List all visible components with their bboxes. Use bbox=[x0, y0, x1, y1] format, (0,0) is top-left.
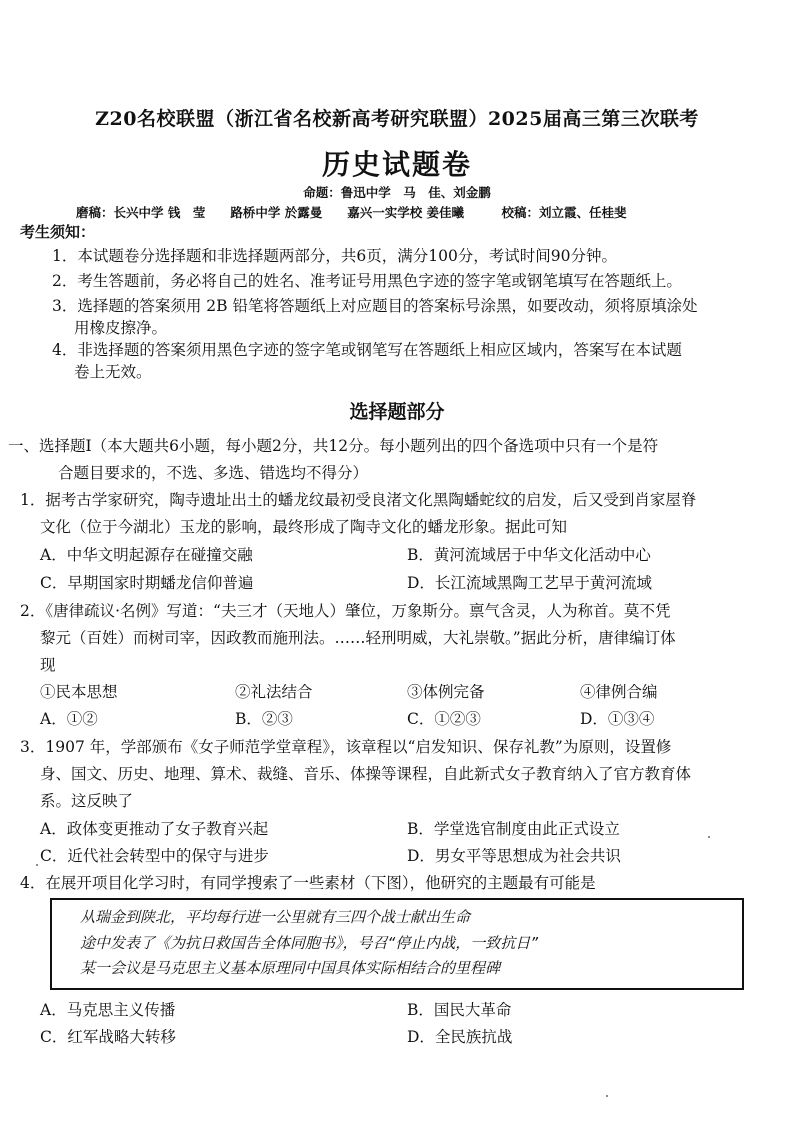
q3-stem: 3．1907 年，学部颁布《女子师范学堂章程》，该章程以“启发知识、保存礼教”为原则，设置修 bbox=[20, 738, 672, 756]
q4-material-line-1: 从瑞金到陕北，平均每行进一公里就有三四个战士献出生命 bbox=[80, 908, 471, 926]
q2-item-1: ①民本思想 bbox=[40, 683, 118, 701]
q1-stem: 1．据考古学家研究，陶寺遗址出土的蟠龙纹最初受良渚文化黑陶蟠蛇纹的启发，后又受到肖家屋脊 bbox=[20, 491, 697, 509]
notice-item-3-cont: 用橡皮擦净。 bbox=[74, 319, 168, 337]
q2-item-2: ②礼法结合 bbox=[235, 683, 313, 701]
q4-option-d: D．全民族抗战 bbox=[407, 1028, 513, 1046]
q1-option-c: C．早期国家时期蟠龙信仰普遍 bbox=[40, 574, 254, 592]
q2-item-3: ③体例完备 bbox=[407, 683, 485, 701]
part1-instructions: 一、选择题Ⅰ（本大题共6小题，每小题2分，共12分。每小题列出的四个备选项中只有一个是符 bbox=[8, 437, 659, 455]
q4-option-a: A．马克思主义传播 bbox=[40, 1001, 176, 1019]
scan-speck bbox=[708, 836, 710, 838]
q3-stem-cont-2: 系。这反映了 bbox=[40, 792, 134, 810]
q4-option-b: B．国民大革命 bbox=[407, 1001, 512, 1019]
notice-item-4: 4．非选择题的答案须用黑色字迹的签字笔或钢笔写在答题纸上相应区域内，答案写在本试题 bbox=[52, 341, 682, 359]
exam-title: Z20名校联盟（浙江省名校新高考研究联盟）2025届高三第三次联考 bbox=[95, 108, 699, 130]
notice-item-2: 2．考生答题前，务必将自己的姓名、准考证号用黑色字迹的签字笔或钢笔填写在答题纸上。 bbox=[52, 272, 682, 290]
q3-stem-cont-1: 身、国文、历史、地理、算术、裁缝、音乐、体操等课程，自此新式女子教育纳入了官方教育体 bbox=[40, 765, 692, 783]
q3-option-d: D．男女平等思想成为社会共识 bbox=[407, 847, 621, 865]
q1-option-a: A．中华文明起源存在碰撞交融 bbox=[40, 546, 253, 564]
authors-line: 命题：鲁迅中学 马 佳、刘金鹏 bbox=[303, 185, 491, 200]
q2-stem-cont-2: 现 bbox=[40, 656, 56, 674]
notice-item-4-cont: 卷上无效。 bbox=[74, 363, 152, 381]
q2-stem-cont-1: 黎元（百姓）而树司宰，因政教而施刑法。……轻刑明威，大礼崇敬。”据此分析，唐律编订体 bbox=[40, 629, 676, 647]
q3-option-a: A．政体变更推动了女子教育兴起 bbox=[40, 820, 269, 838]
q4-stem: 4．在展开项目化学习时，有同学搜索了一些素材（下图），他研究的主题最有可能是 bbox=[20, 874, 596, 892]
q2-item-4: ④律例合编 bbox=[580, 683, 658, 701]
section-title: 选择题部分 bbox=[349, 401, 445, 423]
paper-title: 历史试题卷 bbox=[321, 148, 472, 181]
q2-option-c: C．①②③ bbox=[407, 710, 481, 728]
q4-material-line-2: 途中发表了《为抗日救国告全体同胞书》，号召“停止内战，一致抗日” bbox=[80, 934, 539, 952]
q2-stem: 2．《唐律疏议·名例》写道：“夫三才（天地人）肇位，万象斯分。禀气含灵，人为称首。莫不凭 bbox=[20, 602, 671, 620]
q2-option-b: B．②③ bbox=[235, 710, 293, 728]
q4-material-line-3: 某一会议是马克思主义基本原理同中国具体实际相结合的里程碑 bbox=[80, 959, 501, 977]
scan-speck bbox=[36, 864, 38, 866]
notice-heading: 考生须知： bbox=[20, 223, 96, 241]
q1-option-b: B．黄河流域居于中华文化活动中心 bbox=[407, 546, 651, 564]
q4-option-c: C．红军战略大转移 bbox=[40, 1028, 176, 1046]
notice-item-1: 1．本试题卷分选择题和非选择题两部分，共6页，满分100分，考试时间90分钟。 bbox=[52, 247, 618, 265]
q2-option-a: A．①② bbox=[40, 710, 98, 728]
q3-option-b: B．学堂选官制度由此正式设立 bbox=[407, 820, 620, 838]
q1-option-d: D．长江流域黑陶工艺早于黄河流域 bbox=[407, 574, 652, 592]
q3-option-c: C．近代社会转型中的保守与进步 bbox=[40, 847, 269, 865]
reviewers-line: 磨稿：长兴中学 钱 莹 路桥中学 於露曼 嘉兴一实学校 姜佳曦 校稿：刘立霞、任桂斐 bbox=[76, 205, 627, 220]
part1-instructions-cont: 合题目要求的，不选、多选、错选均不得分） bbox=[58, 464, 369, 482]
q1-stem-cont: 文化（位于今湖北）玉龙的影响，最终形成了陶寺文化的蟠龙形象。据此可知 bbox=[40, 518, 568, 536]
q2-option-d: D．①③④ bbox=[580, 710, 655, 728]
notice-item-3: 3．选择题的答案须用 2B 铅笔将答题纸上对应题目的答案标号涂黑，如要改动，须将原填涂处 bbox=[52, 297, 698, 315]
scan-speck bbox=[606, 1095, 608, 1097]
